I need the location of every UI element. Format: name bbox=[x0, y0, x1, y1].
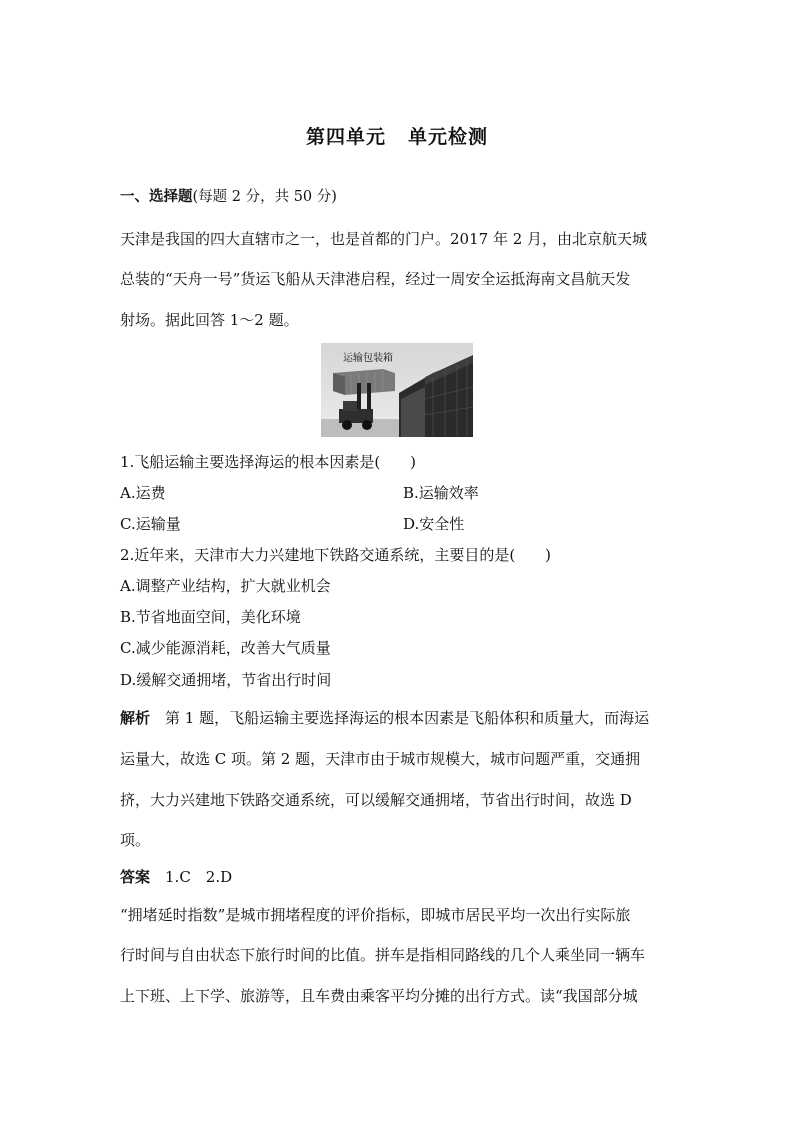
analysis-line-4: 项。 bbox=[120, 831, 151, 849]
intro-line-3: 射场。据此回答 1～2 题。 bbox=[120, 311, 299, 329]
question-1-option-d: D.安全性 bbox=[403, 515, 465, 533]
next-intro-line-1: “拥堵延时指数”是城市拥堵程度的评价指标，即城市居民平均一次出行实际旅 bbox=[120, 906, 631, 924]
figure-caption: 运输包装箱 bbox=[343, 353, 393, 364]
analysis-line-3: 挤，大力兴建地下铁路交通系统，可以缓解交通拥堵，节省出行时间，故选 D bbox=[120, 791, 632, 809]
section-heading-label: 一、选择题 bbox=[120, 189, 193, 205]
intro-line-2: 总装的“天舟一号”货运飞船从天津港启程，经过一周安全运抵海南文昌航天发 bbox=[120, 270, 631, 288]
question-1-stem: 1.飞船运输主要选择海运的根本因素是( ) bbox=[120, 453, 417, 471]
answer-value: 1.C 2.D bbox=[150, 868, 233, 886]
analysis-line-2: 运量大，故选 C 项。第 2 题，天津市由于城市规模大，城市问题严重，交通拥 bbox=[120, 750, 641, 768]
title-test: 单元检测 bbox=[408, 126, 489, 148]
title-unit: 第四单元 bbox=[305, 126, 386, 148]
question-2-option-c: C.减少能源消耗，改善大气质量 bbox=[120, 639, 331, 657]
page-title bbox=[0, 122, 794, 149]
question-2-option-a: A.调整产业结构，扩大就业机会 bbox=[120, 577, 331, 595]
question-1-option-c: C.运输量 bbox=[120, 515, 181, 533]
answer-label: 答案 bbox=[120, 868, 151, 886]
question-2-option-d: D.缓解交通拥堵，节省出行时间 bbox=[120, 671, 332, 689]
intro-line-1: 天津是我国的四大直辖市之一，也是首都的门户。2017 年 2 月，由北京航天城 bbox=[120, 230, 648, 248]
section-heading-note: (每题 2 分，共 50 分) bbox=[192, 189, 337, 205]
section-heading bbox=[120, 185, 337, 206]
container-figure bbox=[321, 343, 473, 437]
analysis-label: 解析 bbox=[120, 709, 151, 727]
question-1-option-a: A.运费 bbox=[120, 484, 166, 502]
next-intro-line-3: 上下班、上下学、旅游等，且车费由乘客平均分摊的出行方式。读“我国部分城 bbox=[120, 987, 638, 1005]
next-intro-line-2: 行时间与自由状态下旅行时间的比值。拼车是指相同路线的几个人乘坐同一辆车 bbox=[120, 946, 646, 964]
answer-line bbox=[120, 866, 232, 887]
analysis-line-1 bbox=[120, 707, 649, 728]
question-1-option-b: B.运输效率 bbox=[403, 484, 479, 502]
question-2-stem: 2.近年来，天津市大力兴建地下铁路交通系统，主要目的是( ) bbox=[120, 546, 552, 564]
question-2-option-b: B.节省地面空间，美化环境 bbox=[120, 608, 301, 626]
analysis-text-1: 第 1 题，飞船运输主要选择海运的根本因素是飞船体积和质量大，而海运 bbox=[150, 709, 650, 727]
